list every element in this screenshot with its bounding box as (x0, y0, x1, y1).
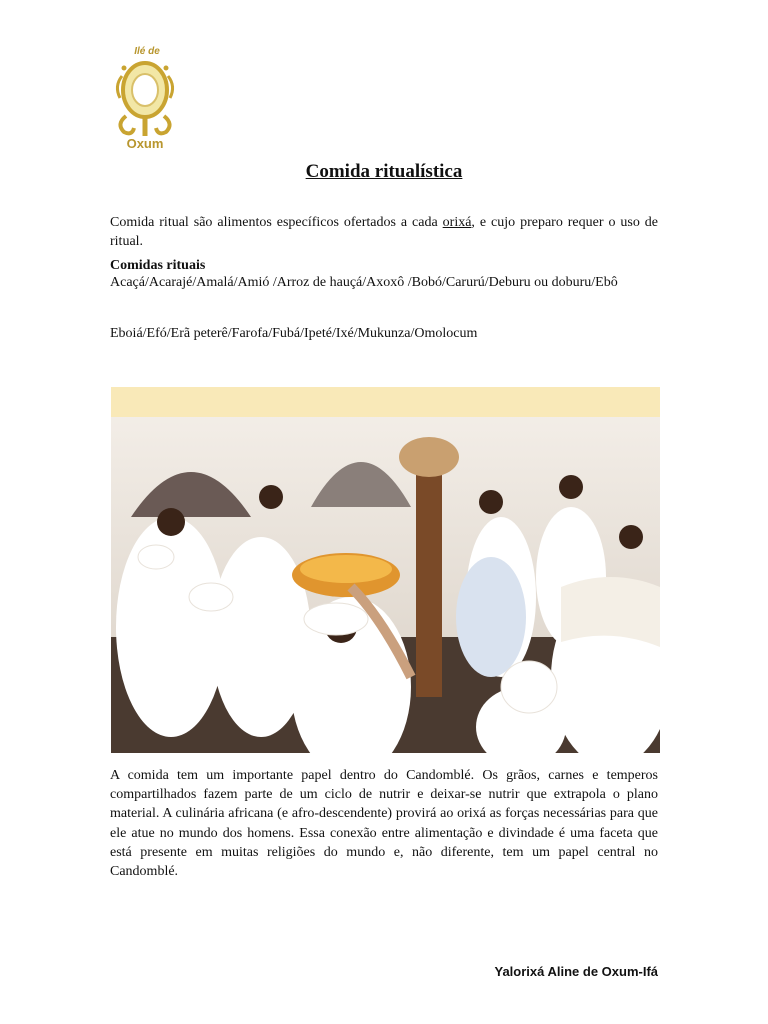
intro-text-after: , e cujo preparo requer o uso de ritual. (110, 215, 658, 249)
logo-text-bottom: Oxum (126, 136, 164, 151)
intro-text-before: Comida ritual são alimentos específicos ofertados a cada (110, 215, 443, 230)
orixa-link[interactable]: orixá (442, 215, 472, 230)
candomble-paragraph: A comida tem um importante papel dentro do Candomblé. Os grãos, carnes e temperos compartilhados fazem parte de um ciclo de nutrir e deixar-se nutrir que extrapola o plano material. A culinária africana (e afro-descendente) provirá ao orixá as forças necessárias para que ele atue no mundo dos homens. Essa conexão entre alimentação e divindade é uma faceta que está presente em muitas religiões do mundo e, não diferente, tem um papel central no Candomblé. (110, 768, 658, 880)
ritual-photo (111, 387, 660, 753)
footer-author: Yalorixá Aline de Oxum-Ifá (494, 964, 658, 979)
foods-list-line-1: Acaçá/Acarajé/Amalá/Amió /Arroz de hauçá/Axoxô /Bobó/Carurú/Deburu ou doburu/Ebô (110, 275, 618, 290)
foods-list-line-2: Eboiá/Efó/Erã peterê/Farofa/Fubá/Ipeté/Ixé/Mukunza/Omolocum (110, 326, 478, 341)
foods-heading: Comidas rituais (110, 258, 206, 273)
intro-paragraph (110, 214, 658, 251)
oxum-logo (112, 46, 178, 154)
page-title: Comida ritualística (305, 161, 463, 182)
logo-text-top: Ilé de (134, 46, 160, 57)
